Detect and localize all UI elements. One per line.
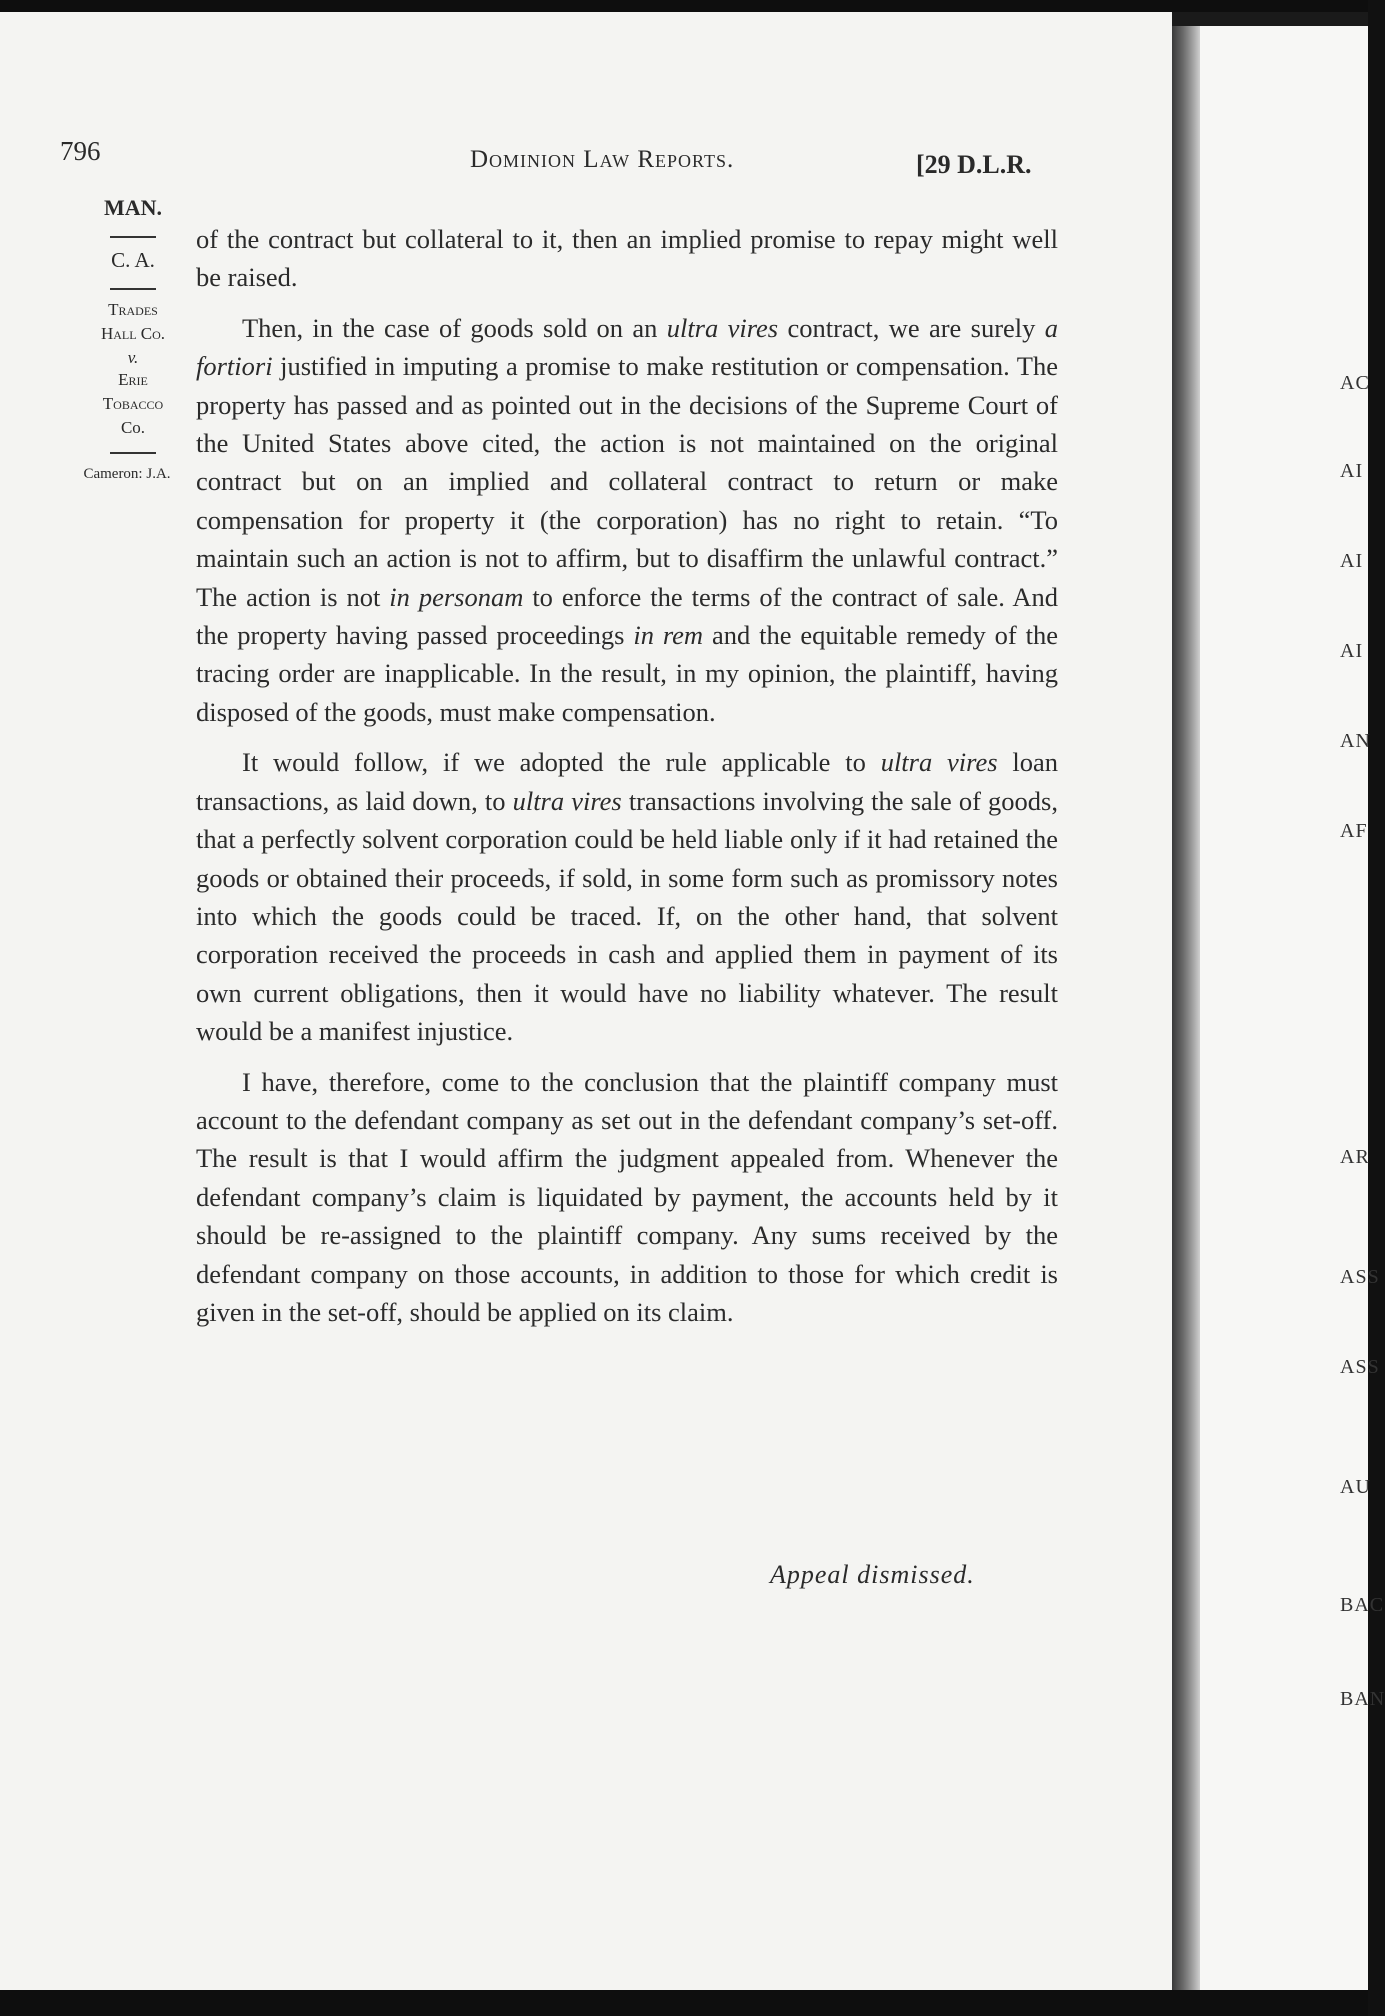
- facing-page-stub: ASS: [1340, 1356, 1380, 1378]
- book-gutter: [1172, 26, 1200, 1990]
- facing-page-stub: AN: [1340, 730, 1371, 752]
- facing-page-stub: AI: [1340, 550, 1364, 572]
- sidenote-divider: [110, 236, 156, 238]
- sidenote-case-versus: v.: [127, 348, 139, 367]
- sidenote-case-party-2: Erie: [118, 370, 148, 389]
- facing-page-stub: AF: [1340, 820, 1368, 842]
- paragraph-3: It would follow, if we adopted the rule applicable to ultra vires loan transactions, as laid down, to ultra vires transactions involving the sale of goods, that a perfectly solvent corporation could be held liable only if it had retained the goods or obtained their proceeds, if sold, in some form such as promissory notes into which the goods could be traced. If, on the other hand, that solvent corporation received the proceeds in cash and applied them in payment of its own current obligations, then it would have no liability whatever. The result would be a manifest injustice.: [196, 747, 1059, 1047]
- facing-page-stub: ASS: [1340, 1266, 1380, 1288]
- sidenote-judge: Cameron: J.A.: [83, 466, 171, 482]
- scan-bottom-border: [0, 1990, 1368, 2016]
- facing-page-stub: AC: [1340, 372, 1370, 394]
- judgment-text: [196, 220, 1058, 1331]
- facing-page-stub: BAC: [1340, 1594, 1385, 1616]
- sidenote-case-party-2c: Co.: [120, 418, 146, 437]
- facing-page-stub: BAN: [1340, 1688, 1385, 1710]
- facing-page-stub: AI: [1340, 640, 1364, 662]
- sidenote-case-party-1: Trades: [108, 300, 158, 319]
- sidenote-province: MAN.: [103, 195, 163, 220]
- sidenote-case-party-2b: Tobacco: [102, 394, 164, 413]
- page-number: 796: [60, 136, 101, 166]
- paragraph-1: of the contract but collateral to it, then an implied promise to repay might well be raised.: [196, 224, 1058, 293]
- sidenote-case-party-1b: Hall Co.: [100, 324, 166, 343]
- facing-page-stub: AU: [1340, 1476, 1371, 1498]
- sidenote-divider: [110, 288, 156, 290]
- paragraph-2: Then, in the case of goods sold on an ultra vires contract, we are surely a fortiori justified in imputing a promise to make restitution or compensation. The property has passed and as pointed out in the decisions of the Supreme Court of the United States above cited, the action is not maintained on the original contract but on an implied and collateral contract to return or make compensation for property it (the corporation) has no right to retain. “To maintain such an action is not to affirm, but to disaffirm the unlawful contract.” The action is not in personam to enforce the terms of the contract of sale. And the property having passed proceedings in rem and the equitable remedy of the tracing order are inapplicable. In the result, in my opinion, the plaintiff, having disposed of the goods, must make compensation.: [196, 312, 1058, 727]
- facing-page-stub: AR: [1340, 1146, 1370, 1168]
- running-title: Dominion Law Reports.: [470, 146, 735, 173]
- facing-page-stub: AI: [1340, 460, 1364, 482]
- paragraph-4: I have, therefore, come to the conclusion that the plaintiff company must account to the defendant company as set out in the defendant company’s set-off. The result is that I would affirm the judgment appealed from. Whenever the defendant company’s claim is liquidated by payment, the accounts held by it should be re-assigned to the plaintiff company. Any sums received by the defendant company on those accounts, in addition to those for which credit is given in the set-off, should be applied on its claim.: [196, 1066, 1058, 1327]
- volume-reference: [29 D.L.R.: [916, 150, 1032, 179]
- sidenote-court: C. A.: [111, 248, 155, 272]
- disposition-line: Appeal dismissed.: [770, 1560, 975, 1589]
- sidenote-divider: [110, 452, 156, 454]
